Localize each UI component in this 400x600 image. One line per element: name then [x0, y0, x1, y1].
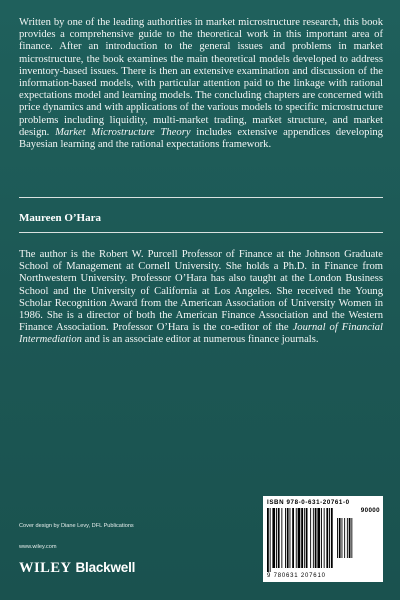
- publisher-website: www.wiley.com: [19, 544, 57, 550]
- publisher-logo: [19, 560, 135, 577]
- isbn-label: ISBN 978-0-631-20761-0: [267, 499, 350, 506]
- barcode-box: [263, 496, 383, 582]
- description-text: Written by one of the leading authorities in market microstructure research, this book provides a comprehensive guide to the theoretical work in this important area of finance. After an introduction to the general issues and problems in market microstructure, the book examines the main theoretical models developed to address inventory-based issues. There is then an extensive examination and discussion of the information-based models, with particular attention paid to the linkage with rational expectations model and learning models. The concluding chapters are concerned with price dynamics and with applications of the various models to specific microstructure problems including liquidity, multi-market trading, market structure, and market design.: [19, 17, 383, 138]
- book-title-italic: Market Microstructure Theory: [55, 126, 191, 138]
- author-divider: [19, 232, 383, 233]
- author-name: Maureen O’Hara: [19, 212, 101, 224]
- cover-design-credit: Cover design by Diane Levy, DFL Publications: [19, 523, 134, 529]
- bio-text: The author is the Robert W. Purcell Professor of Finance at the Johnson Graduate School of Management at Cornell University. She holds a Ph.D. in Finance from Northwestern University. Professor O’Hara has also taught at the London Business School and the University of California at Los Angeles. She received the Young Scholar Recognition Award from the American Association of University Women in 1986. She is a director of both the American Finance Association and the Western Finance Association. Professor O’Hara is the co-editor of the: [19, 249, 383, 334]
- book-description: [19, 17, 383, 151]
- barcode-digits: 9 780631 207610: [267, 573, 326, 579]
- top-divider: [19, 197, 383, 198]
- journal-title-italic: Journal of Financial Intermediation: [19, 322, 383, 346]
- price-code: 90000: [360, 507, 380, 514]
- author-bio: [19, 249, 383, 347]
- barcode-icon: [267, 508, 355, 572]
- description-text-end: includes extensive appendices developing Bayesian learning and the rational expectations framework.: [19, 126, 383, 151]
- wiley-wordmark: WILEY: [19, 560, 72, 576]
- blackwell-wordmark: Blackwell: [75, 560, 136, 575]
- bio-text-end: and is an associate editor at numerous finance journals.: [81, 334, 319, 346]
